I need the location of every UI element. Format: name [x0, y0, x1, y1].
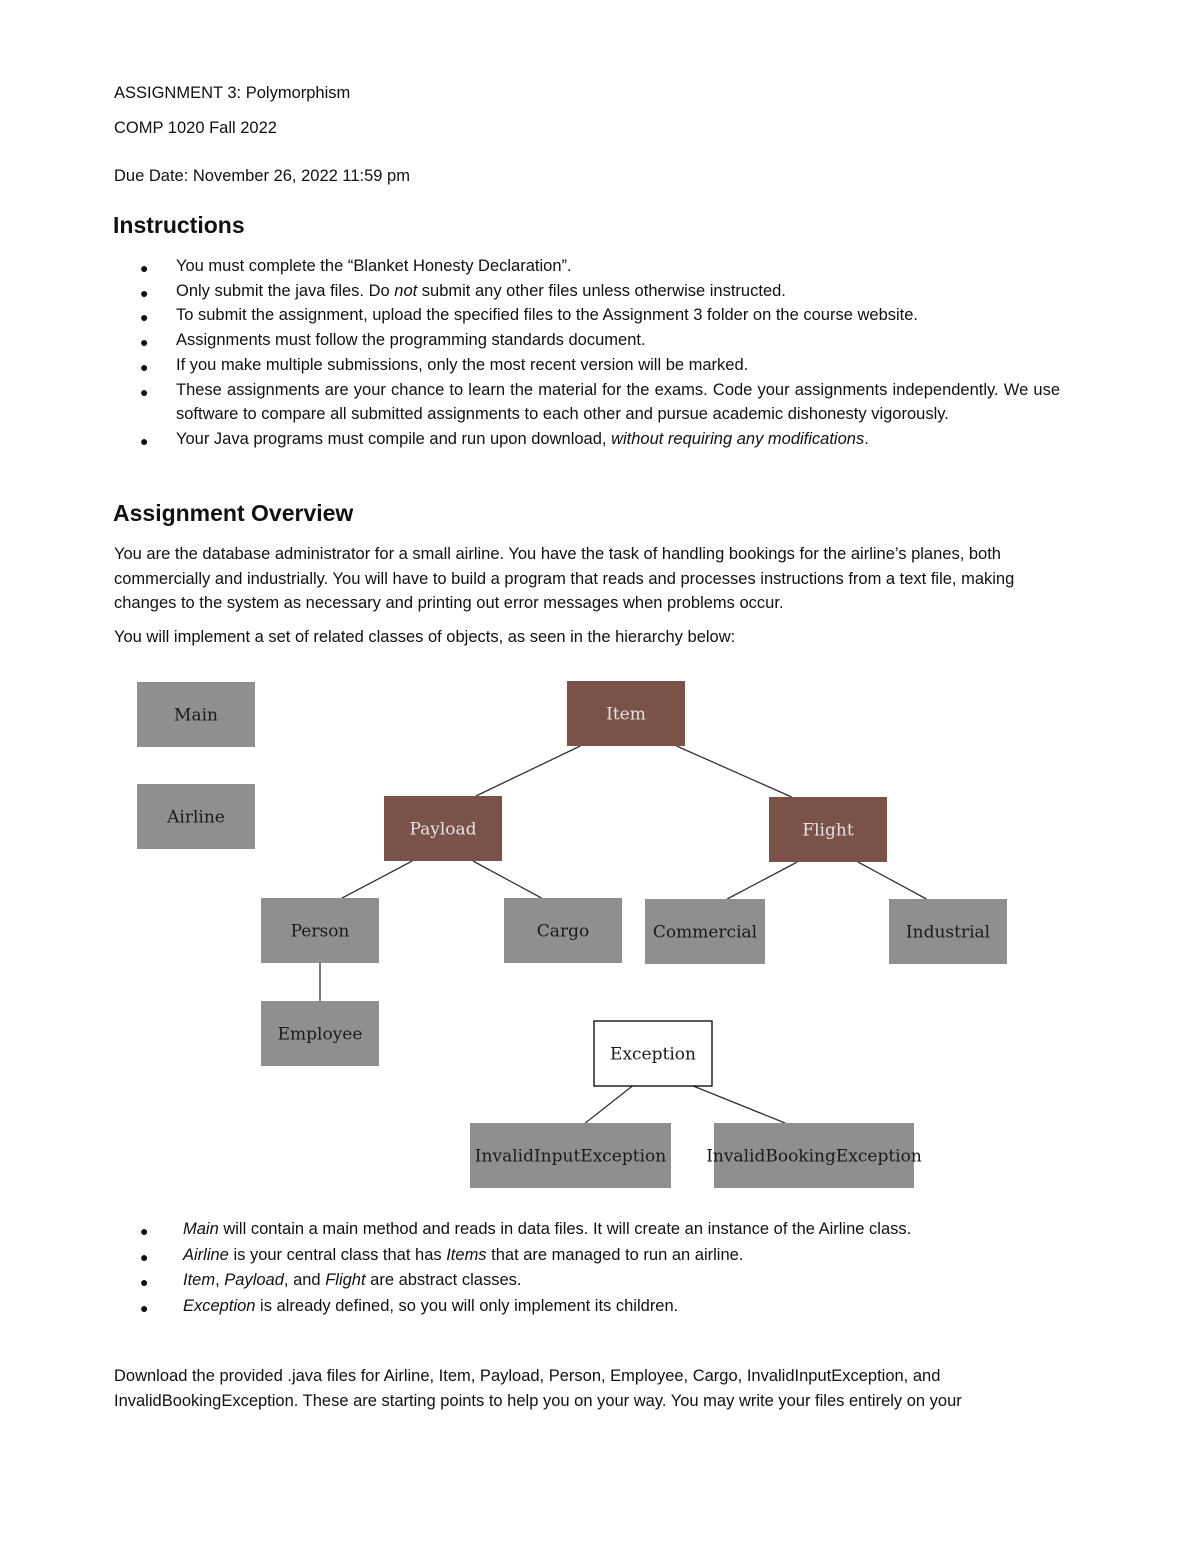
node-main — [137, 682, 255, 747]
due-date: Due Date: November 26, 2022 11:59 pm — [114, 167, 410, 185]
edge-item-flight — [677, 746, 792, 797]
node-airline — [137, 784, 255, 849]
node-label: Main — [174, 705, 218, 726]
node-industrial — [889, 899, 1007, 964]
bullet-icon: ● — [140, 309, 149, 326]
edge-payload-cargo — [473, 861, 541, 898]
instruction-item: ● To submit the assignment, upload the specified files to the Assignment 3 folder on the course website. — [140, 303, 1060, 328]
assignment-title: ASSIGNMENT 3: Polymorphism — [114, 84, 351, 102]
overview-paragraph: You are the database administrator for a small airline. You have the task of handling bookings for the airline’s planes, both commercially and industrially. You will have to build a program that reads and processes instructions from a text file, making changes to the system as necessary and printing out error messages when problems occur. — [114, 545, 1015, 612]
node-commercial — [645, 899, 765, 964]
course-line: COMP 1020 Fall 2022 — [114, 119, 277, 137]
bullet-icon: ● — [140, 1274, 149, 1290]
node-invalid-booking — [706, 1123, 922, 1188]
node-flight — [769, 797, 887, 862]
overview-heading: Assignment Overview — [113, 500, 354, 526]
node-payload — [384, 796, 502, 861]
node-employee — [261, 1001, 379, 1066]
edge-item-payload — [476, 746, 580, 796]
node-label: InvalidInputException — [474, 1146, 667, 1167]
node-label: Flight — [802, 820, 854, 841]
bullet-icon: ● — [140, 1299, 149, 1316]
bullet-icon: ● — [140, 284, 149, 301]
node-label: Employee — [277, 1024, 363, 1045]
node-label: Airline — [167, 807, 225, 828]
node-label: Cargo — [536, 921, 590, 942]
edge-flight-industrial — [858, 862, 926, 899]
class-note-item: ● Item, Payload, and Flight are abstract classes. — [140, 1268, 1060, 1294]
node-label: Item — [606, 704, 646, 725]
node-label: Person — [290, 921, 350, 942]
instruction-item: ● These assignments are your chance to learn the material for the exams. Code your assignments independently. We use software to compare all submitted assignments to each other and pursue academic dishonesty vigorously. — [140, 380, 1060, 424]
class-note-item: ● Airline is your central class that has Items that are managed to run an airline. — [140, 1243, 1060, 1269]
bullet-icon: ● — [140, 334, 149, 351]
bullet-icon: ● — [140, 260, 149, 276]
node-label: Commercial — [652, 922, 758, 943]
instruction-item: ● If you make multiple submissions, only the most recent version will be marked. — [140, 353, 1060, 378]
class-note-item: ● Exception is already defined, so you will only implement its children. — [140, 1294, 1060, 1320]
download-paragraph: Download the provided .java files for Airline, Item, Payload, Person, Employee, Cargo, InvalidInputException, and InvalidBookingException. These are starting points to help you on your way. You may write your files entirely on your — [114, 1367, 962, 1410]
bullet-icon: ● — [140, 383, 149, 400]
node-invalid-input — [470, 1123, 671, 1188]
node-cargo — [504, 898, 622, 963]
edge-exception-invalid_booking — [693, 1086, 785, 1123]
instruction-item: ● Your Java programs must compile and run upon download, without requiring any modifications. — [140, 427, 1060, 452]
instruction-item: ● Assignments must follow the programming standards document. — [140, 328, 1060, 353]
bullet-icon: ● — [140, 358, 149, 375]
instruction-item: ● You must complete the “Blanket Honesty Declaration”. — [140, 254, 1060, 279]
node-label: Exception — [610, 1044, 696, 1065]
edge-flight-commercial — [727, 862, 797, 899]
node-exception — [594, 1021, 712, 1086]
instruction-item: ● Only submit the java files. Do not submit any other files unless otherwise instructed. — [140, 279, 1060, 304]
bullet-icon: ● — [140, 1248, 149, 1265]
hierarchy-intro: You will implement a set of related classes of objects, as seen in the hierarchy below: — [114, 628, 736, 646]
instructions-heading: Instructions — [113, 212, 245, 238]
node-item — [567, 681, 685, 746]
node-label: InvalidBookingException — [706, 1146, 922, 1167]
diagram-nodes — [137, 681, 1007, 1188]
class-note-item: ● Main will contain a main method and reads in data files. It will create an instance of the Airline class. — [140, 1217, 1060, 1243]
edge-payload-person — [342, 861, 412, 898]
node-person — [261, 898, 379, 963]
class-notes-list — [140, 1217, 1060, 1319]
node-label: Payload — [409, 819, 477, 840]
bullet-icon: ● — [140, 1223, 149, 1239]
edge-exception-invalid_input — [585, 1086, 632, 1123]
node-label: Industrial — [905, 922, 991, 943]
bullet-icon: ● — [140, 432, 149, 449]
